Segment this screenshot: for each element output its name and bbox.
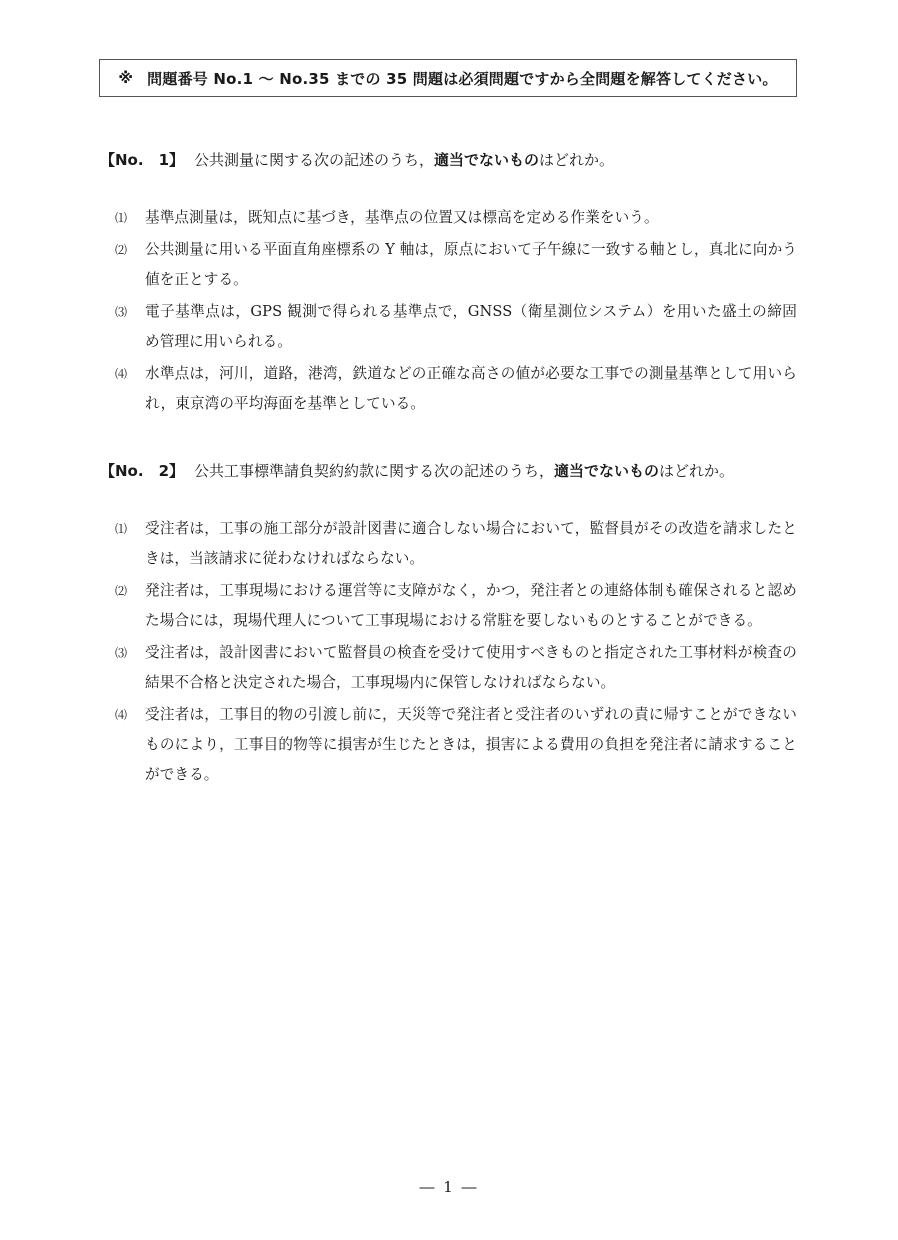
page-number: ― 1 ― [419,1178,479,1196]
question-stem [194,149,614,171]
choice-text: 電子基準点は，GPS 観測で得られる基準点で，GNSS（衛星測位システム）を用いた盛土の締固め管理に用いられる。 [145,303,797,350]
choice-item [100,297,800,357]
notice-box [99,59,797,97]
choice-number: ⑴ [115,211,128,225]
choice-text: 基準点測量は，既知点に基づき，基準点の位置又は標高を定める作業をいう。 [145,209,659,226]
choice-text: 水準点は，河川，道路，港湾，鉄道などの正確な高さの値が必要な工事での測量基準として用いられ，東京湾の平均海面を基準としている。 [145,365,797,412]
question-stem-before: 公共工事標準請負契約約款に関する次の記述のうち， [194,462,555,480]
question-stem-after: はどれか。 [659,462,735,480]
choice-number: ⑵ [115,243,128,257]
question-number-label: 【No. [100,151,144,169]
choice-item [100,514,800,574]
choice-list [100,203,800,419]
question-stem-emphasis: 適当でないもの [434,151,540,169]
choice-list [100,514,800,790]
question-number [100,460,194,482]
choice-text: 受注者は，工事目的物の引渡し前に，天災等で発注者と受注者のいずれの責に帰すことができないものにより，工事目的物等に損害が生じたときは，損害による費用の負担を発注者に請求することができる。 [145,706,797,783]
question-header [100,460,800,482]
choice-text: 公共測量に用いる平面直角座標系の Y 軸は，原点において子午線に一致する軸とし，真北に向かう値を正とする。 [145,241,797,288]
question-stem-before: 公共測量に関する次の記述のうち， [194,151,435,169]
question-number-value: 2】 [158,462,184,480]
choice-number: ⑷ [115,367,128,381]
choice-text: 受注者は，設計図書において監督員の検査を受けて使用すべきものと指定された工事材料が検査の結果不合格と決定された場合，工事現場内に保管しなければならない。 [145,644,797,691]
question-stem-emphasis: 適当でないもの [554,462,660,480]
question-number-value: 1】 [158,151,184,169]
choice-item [100,576,800,636]
choice-item [100,700,800,790]
choice-number: ⑷ [115,708,128,722]
notice-text: 問題番号 No.1 ～ No.35 までの 35 問題は必須問題ですから全問題を解答してください。 [147,69,778,88]
question-2 [100,460,800,792]
question-number [100,149,194,171]
question-stem-after: はどれか。 [539,151,615,169]
notice-mark: ※ [118,69,134,87]
choice-text: 受注者は，工事の施工部分が設計図書に適合しない場合において，監督員がその改造を請求したときは，当該請求に従わなければならない。 [145,520,797,567]
choice-number: ⑵ [115,584,128,598]
choice-item [100,203,800,233]
choice-item [100,638,800,698]
choice-number: ⑶ [115,646,128,660]
question-number-label: 【No. [100,462,144,480]
choice-number: ⑶ [115,305,128,319]
choice-item [100,235,800,295]
choice-text: 発注者は，工事現場における運営等に支障がなく，かつ，発注者との連絡体制も確保されると認めた場合には，現場代理人について工事現場における常駐を要しないものとすることができる。 [145,582,797,629]
choice-number: ⑴ [115,522,128,536]
choice-item [100,359,800,419]
question-stem [194,460,734,482]
question-1 [100,149,800,421]
question-header [100,149,800,171]
